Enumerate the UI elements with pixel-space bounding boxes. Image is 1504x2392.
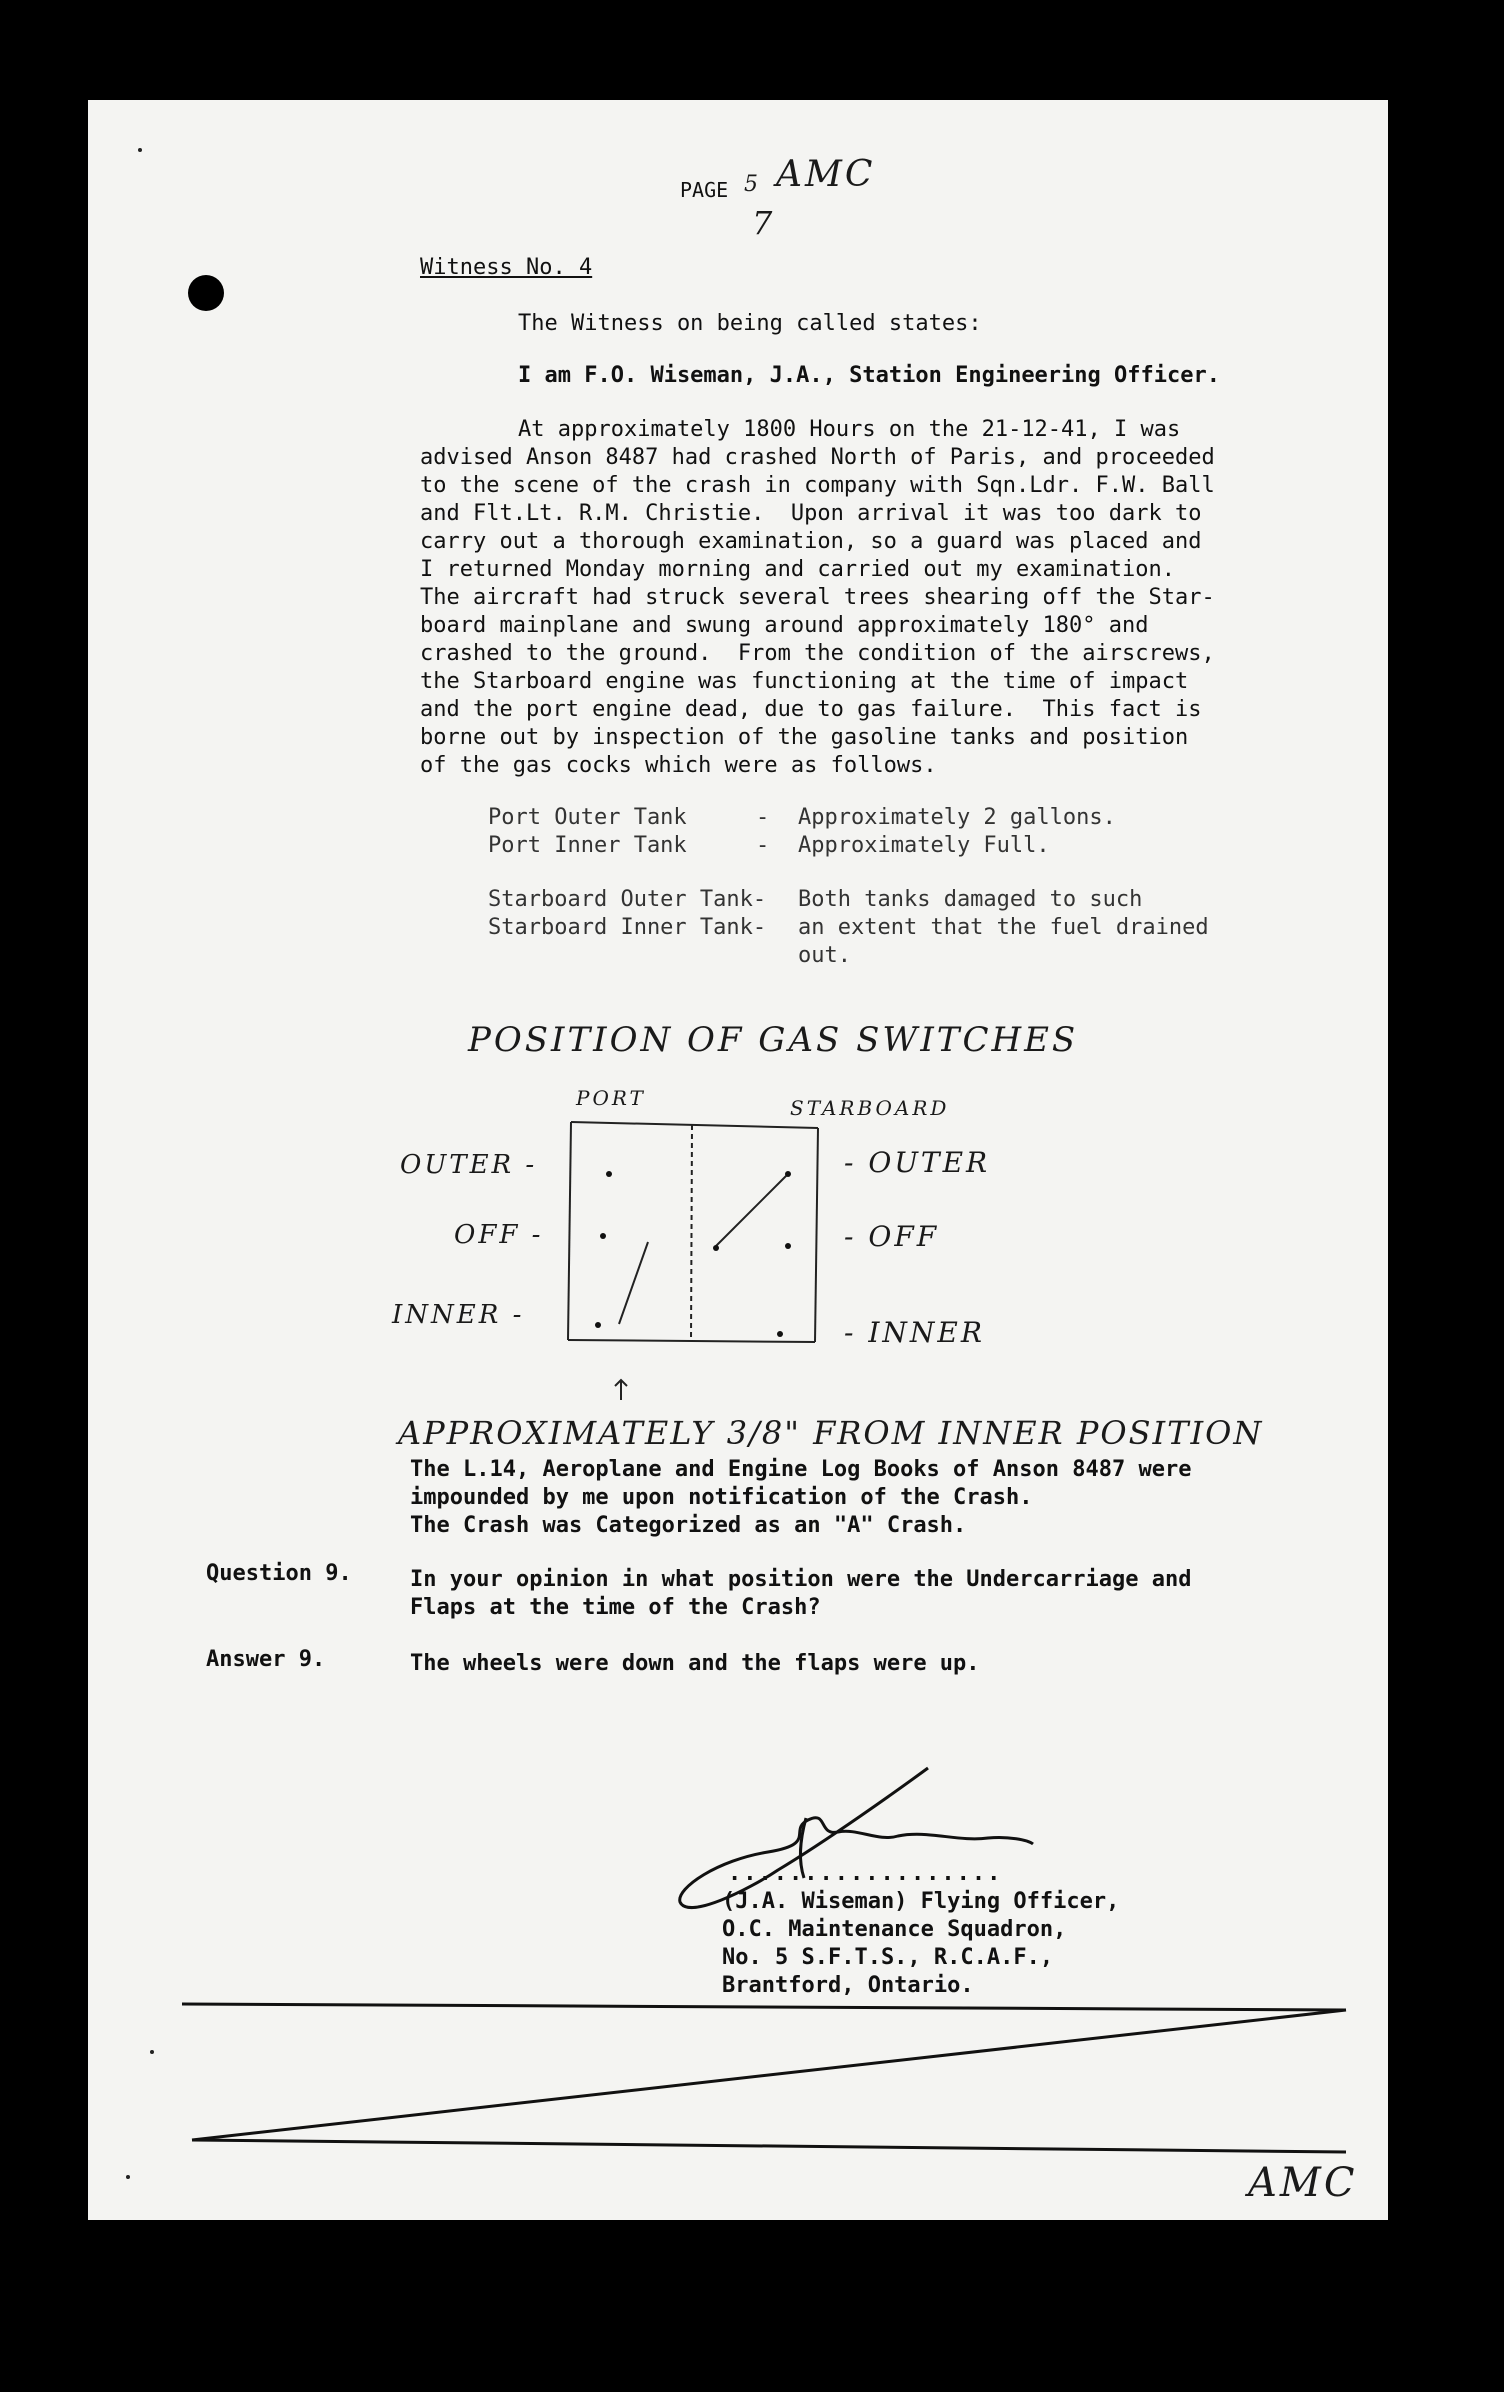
question-line: In your opinion in what position were the Undercarriage and	[410, 1567, 1192, 1592]
tank-name: Port Inner Tank	[488, 833, 687, 858]
starboard-inner-tank: Starboard Inner Tank-	[488, 915, 767, 940]
starboard-tank-status: an extent that the fuel drained	[798, 915, 1209, 940]
outer-left-label: OUTER -	[400, 1150, 538, 1180]
statement-line: board mainplane and swung around approximately 180° and	[420, 613, 1149, 638]
answer-text: The wheels were down and the flaps were up.	[410, 1651, 980, 1676]
statement-line: and the port engine dead, due to gas failure. This fact is	[420, 697, 1202, 722]
statement-line: crashed to the ground. From the condition of the airscrews,	[420, 641, 1215, 666]
handwritten-number: 7	[752, 204, 776, 242]
answer-label: Answer 9.	[206, 1647, 326, 1672]
starboard-tank-status: out.	[798, 943, 851, 968]
statement-line: to the scene of the crash in company with Sqn.Ldr. F.W. Ball	[420, 473, 1215, 498]
log-books-line: The Crash was Categorized as an "A" Crash.	[410, 1513, 967, 1538]
off-left-label: OFF -	[454, 1220, 544, 1250]
tank-sep: -	[756, 805, 770, 830]
statement-line: I returned Monday morning and carried out my examination.	[420, 557, 1175, 582]
statement-line: advised Anson 8487 had crashed North of Paris, and proceeded	[420, 445, 1215, 470]
handwritten-initials: AMC	[776, 154, 876, 195]
closing-lines	[88, 100, 1388, 2220]
log-books-line: The L.14, Aeroplane and Engine Log Books of Anson 8487 were	[410, 1457, 1192, 1482]
identity-line: I am F.O. Wiseman, J.A., Station Engineering Officer.	[518, 363, 1220, 388]
signature-line: O.C. Maintenance Squadron,	[722, 1917, 1067, 1942]
footer-initials: AMC	[1248, 2160, 1358, 2206]
starboard-outer-tank: Starboard Outer Tank-	[488, 887, 767, 912]
statement-line: At approximately 1800 Hours on the 21-12-41, I was	[518, 417, 1181, 442]
inner-left-label: INNER -	[392, 1300, 525, 1330]
starboard-label: STARBOARD	[790, 1096, 950, 1120]
tank-name: Port Outer Tank	[488, 805, 687, 830]
document-page	[88, 100, 1388, 2220]
starboard-tank-status: Both tanks damaged to such	[798, 887, 1143, 912]
signature-dots: ..................	[728, 1861, 1003, 1886]
signature-line: No. 5 S.F.T.S., R.C.A.F.,	[722, 1945, 1054, 1970]
outer-right-label: - OUTER	[844, 1146, 991, 1179]
log-books-line: impounded by me upon notification of the Crash.	[410, 1485, 1033, 1510]
question-label: Question 9.	[206, 1561, 352, 1586]
statement-line: of the gas cocks which were as follows.	[420, 753, 937, 778]
port-label: PORT	[576, 1086, 646, 1110]
signature-line: (J.A. Wiseman) Flying Officer,	[722, 1889, 1120, 1914]
sketch-note: APPROXIMATELY 3/8" FROM INNER POSITION	[398, 1414, 1264, 1452]
statement-line: borne out by inspection of the gasoline tanks and position	[420, 725, 1189, 750]
intro-line: The Witness on being called states:	[518, 311, 982, 336]
statement-line: The aircraft had struck several trees shearing off the Star-	[420, 585, 1215, 610]
statement-line: and Flt.Lt. R.M. Christie. Upon arrival it was too dark to	[420, 501, 1202, 526]
question-line: Flaps at the time of the Crash?	[410, 1595, 821, 1620]
witness-heading: Witness No. 4	[420, 255, 593, 280]
sketch-title: POSITION OF GAS SWITCHES	[468, 1020, 1079, 1060]
page-number: 5	[744, 172, 761, 197]
off-right-label: - OFF	[844, 1220, 940, 1253]
signature-line: Brantford, Ontario.	[722, 1973, 974, 1998]
statement-line: carry out a thorough examination, so a guard was placed and	[420, 529, 1202, 554]
inner-right-label: - INNER	[844, 1316, 985, 1349]
tank-sep: -	[756, 833, 770, 858]
page-label: PAGE	[680, 178, 729, 202]
tank-status: Approximately 2 gallons.	[798, 805, 1116, 830]
tank-status: Approximately Full.	[798, 833, 1050, 858]
statement-line: the Starboard engine was functioning at the time of impact	[420, 669, 1189, 694]
